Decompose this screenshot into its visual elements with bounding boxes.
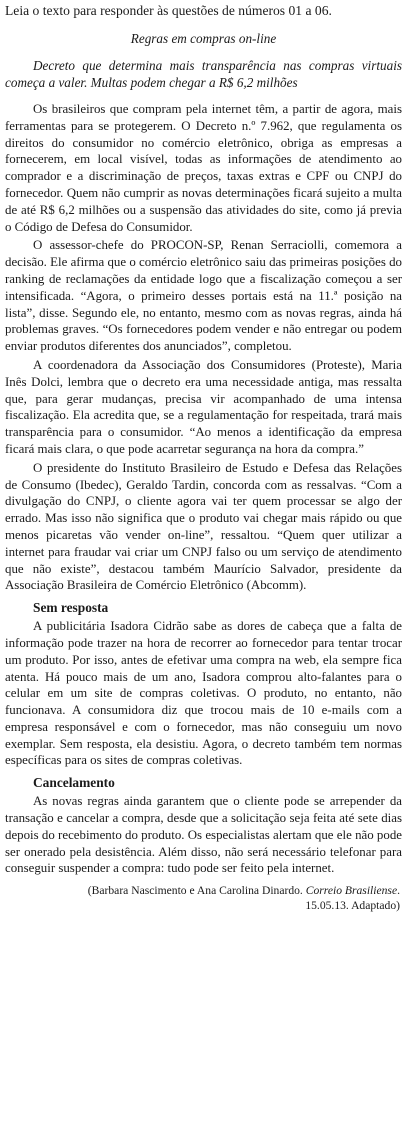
section-paragraph-cancelamento: As novas regras ainda garantem que o cliente pode se arrepender da transação e cancelar a compra, desde que a solicitação seja feita até sete dias depois do recebimento do produto. Os especialistas alertam que ele não pode ser onerado pela desistência. Além disso, não será necessário telefonar para conseguir suspender a compra: tudo pode ser feito pela internet. [5, 794, 402, 876]
article-subtitle: Decreto que determina mais transparência nas compras virtuais começa a valer. Multas podem chegar a R$ 6,2 milhões [5, 58, 402, 90]
article-paragraph-2: O assessor-chefe do PROCON-SP, Renan Serraciolli, comemora a decisão. Ele afirma que o comércio eletrônico saiu das primeiras posições do ranking de reclamações da entidade logo que a fiscalização começou a ser intensificada. “Agora, o primeiro desses portais está na 11.ª posição na lista”, disse. Segundo ele, no entanto, mesmo com as novas regras, ainda há problemas graves. “Os fornecedores podem vender e não entregar ou podem enviar produtos diferentes dos anunciados”, completou. [5, 238, 402, 354]
credit-date: 15.05.13. Adaptado) [305, 899, 400, 913]
article-paragraph-1: Os brasileiros que compram pela internet têm, a partir de agora, mais ferramentas para se protegerem. O Decreto n.º 7.962, que regulamenta os direitos do consumidor no comércio eletrônico, obriga as empresas a fornecerem, em local visível, todas as informações de atendimento ao comprador e a discriminação de preços, taxas extras e CPF ou CNPJ do fornecedor. Quem não cumprir as novas determinações ficará sujeito a multa de até R$ 6,2 milhões ou a suspensão das atividades do site, como já previa o Código de Defesa do Consumidor. [5, 102, 402, 234]
source-credit [5, 883, 400, 913]
section-heading-cancelamento: Cancelamento [33, 775, 115, 791]
section-heading-sem-resposta: Sem resposta [33, 600, 109, 616]
section-paragraph-sem-resposta: A publicitária Isadora Cidrão sabe as dores de cabeça que a falta de informação pode trazer na hora de recorrer ao fornecedor para tentar trocar um produto. Por isso, antes de efetivar uma compra na web, ela sempre fica atenta. Há pouco mais de um ano, Isadora comprou alto-falantes para o celular em um site de compras coletivas. O produto, no entanto, não funcionava. A consumidora diz que trocou mais de 10 e-mails com a empresa responsável e com o fornecedor, mas não conseguiu um novo exemplar. Sem resposta, ela desistiu. Agora, o decreto também tem normas específicas para os sites de compras coletivas. [5, 619, 402, 768]
article-title: Regras em compras on-line [130, 31, 277, 46]
credit-period: . [397, 884, 400, 898]
article-paragraph-4: O presidente do Instituto Brasileiro de Estudo e Defesa das Relações de Consumo (Ibedec), Geraldo Tardin, concorda com as ressalvas. “Com a divulgação do CNPJ, o cliente agora vai ter quem processar se algo der errado. Mas isso não significa que o produto vai chegar mais rápido ou que menos picaretas vão vender on-line”, ressaltou. “Quem quer utilizar a internet para fraudar vai criar um CNPJ falso ou um serviço de atendimento que não existe”, destacou também Maurício Salvador, presidente da Associação Brasileira de Comércio Eletrônico (Abcomm). [5, 460, 402, 593]
article-paragraph-3: A coordenadora da Associação dos Consumidores (Proteste), Maria Inês Dolci, lembra que o decreto era uma necessidade antiga, mas ressalta que, para gerar mudanças, precisa vir acompanhado de uma intensa fiscalização. Ela acredita que, se a regulamentação for respeitada, trará mais transparência para o consumidor. “Ao menos a identificação da empresa ficará mais clara, o que pode acarretar segurança na hora da compra.” [5, 357, 402, 456]
instruction-text: Leia o texto para responder às questões de números 01 a 06. [5, 3, 332, 18]
credit-source: Correio Brasiliense [305, 884, 398, 898]
credit-authors: (Barbara Nascimento e Ana Carolina Dinardo. [87, 884, 306, 898]
